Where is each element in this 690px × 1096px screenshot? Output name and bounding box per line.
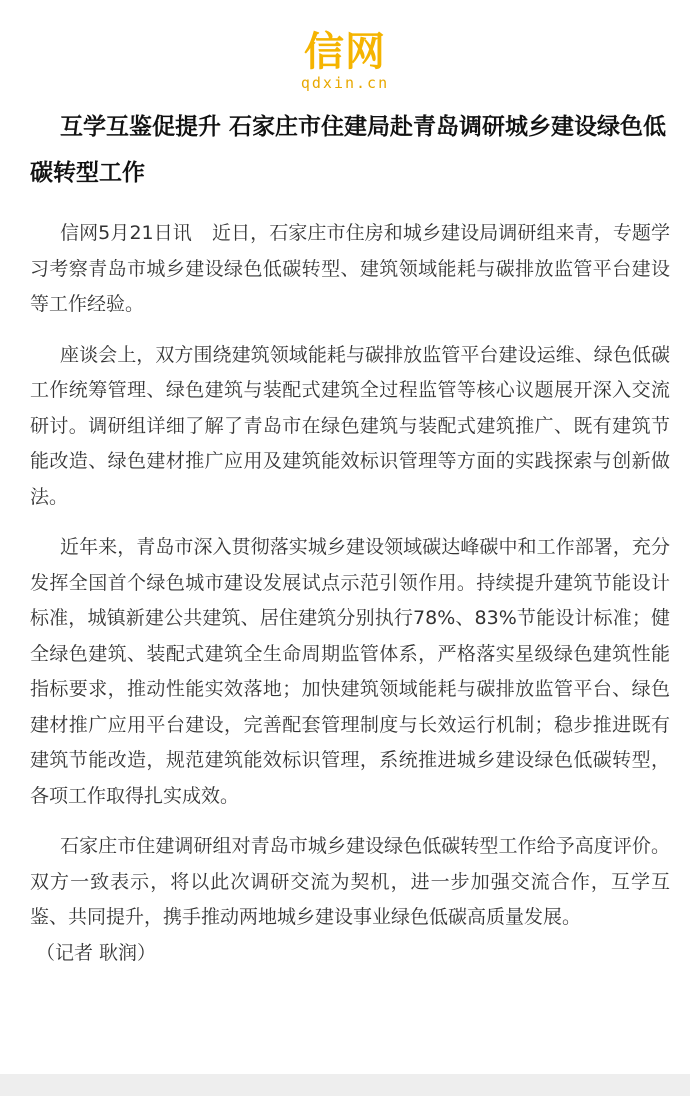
article bbox=[30, 104, 670, 971]
site-logo bbox=[0, 30, 690, 92]
logo-domain: qdxin.cn bbox=[300, 74, 390, 92]
article-dateline: 信网5月21日讯 bbox=[60, 222, 192, 244]
logo-wordmark: 信网 bbox=[304, 29, 386, 75]
article-paragraph-2: 座谈会上，双方围绕建筑领域能耗与碳排放监管平台建设运维、绿色低碳工作统筹管理、绿色建筑与装配式建筑全过程监管等核心议题展开深入交流研讨。调研组详细了解了青岛市在绿色建筑与装配式建筑推广、既有建筑节能改造、绿色建材推广应用及建筑能效标识管理等方面的实践探索与创新做法。 bbox=[30, 343, 670, 508]
article-author: （记者 耿润） bbox=[36, 941, 157, 964]
article-title: 互学互鉴促提升 石家庄市住建局赴青岛调研城乡建设绿色低碳转型工作 bbox=[30, 114, 667, 186]
article-paragraph-4: 石家庄市住建调研组对青岛市城乡建设绿色低碳转型工作给予高度评价。双方一致表示，将以此次调研交流为契机，进一步加强交流合作，互学互鉴、共同提升，携手推动两地城乡建设事业绿色低碳高质量发展。 bbox=[30, 835, 670, 928]
article-paragraph-3: 近年来，青岛市深入贯彻落实城乡建设领域碳达峰碳中和工作部署，充分发挥全国首个绿色城市建设发展试点示范引领作用。持续提升建筑节能设计标准，城镇新建公共建筑、居住建筑分别执行78%、83%节能设计标准；健全绿色建筑、装配式建筑全生命周期监管体系，严格落实星级绿色建筑性能指标要求，推动性能实效落地；加快建筑领域能耗与碳排放监管平台、绿色建材推广应用平台建设，完善配套管理制度与长效运行机制；稳步推进既有建筑节能改造，规范建筑能效标识管理，系统推进城乡建设绿色低碳转型，各项工作取得扎实成效。 bbox=[30, 536, 670, 807]
footer-bar bbox=[0, 1074, 690, 1096]
article-paragraph-1 bbox=[30, 216, 670, 323]
article-paragraph-1-text: 近日，石家庄市住房和城乡建设局调研组来青，专题学习考察青岛市城乡建设绿色低碳转型、建筑领域能耗与碳排放监管平台建设等工作经验。 bbox=[30, 222, 670, 315]
